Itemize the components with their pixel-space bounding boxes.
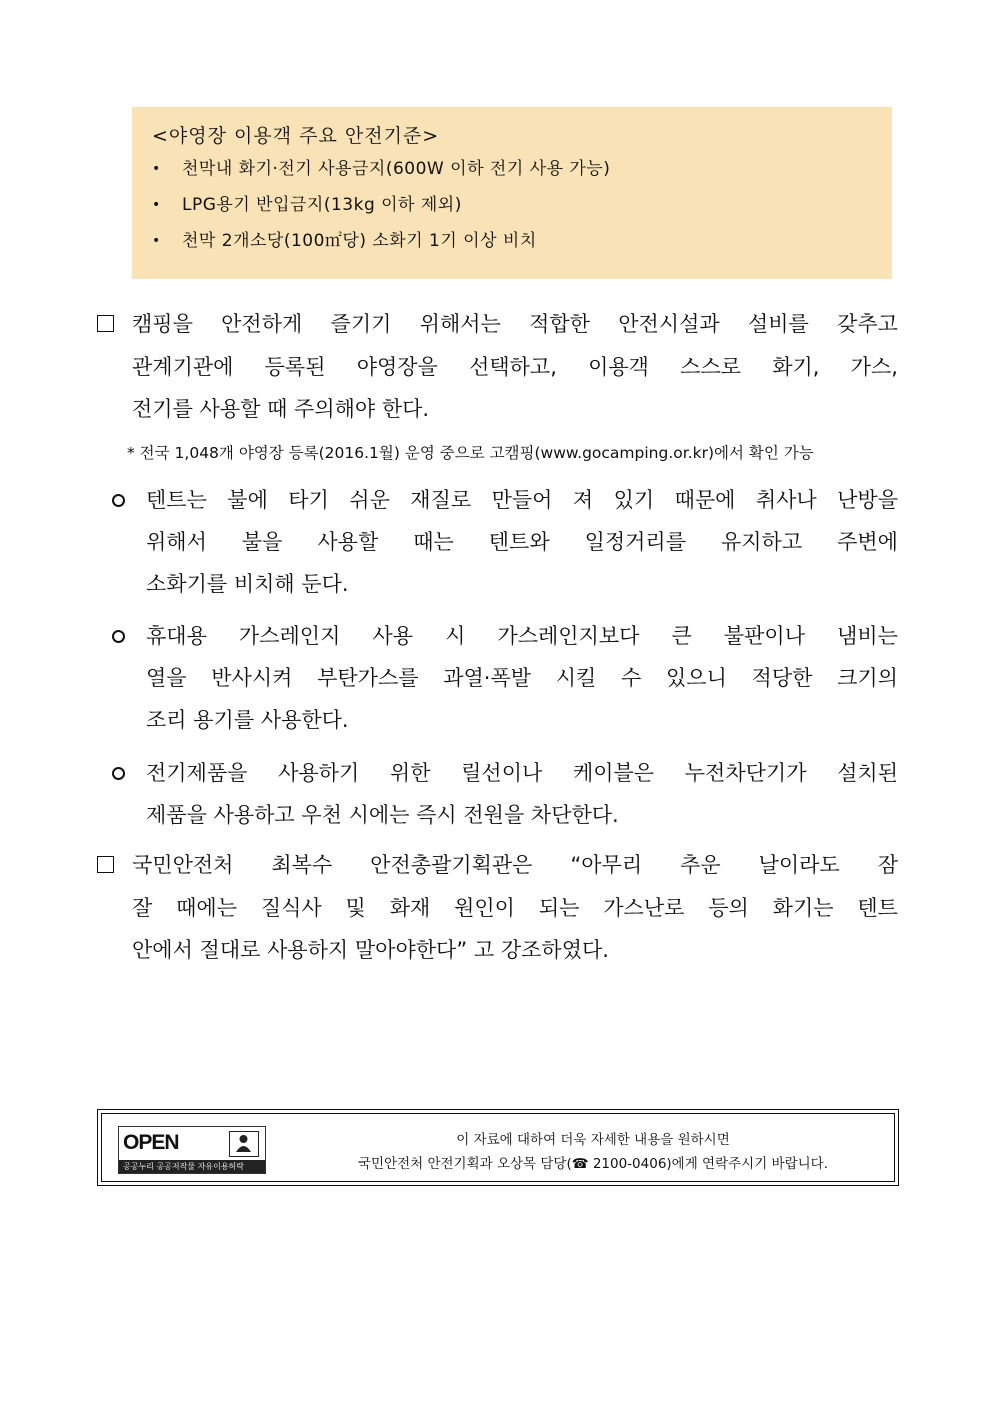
word: 수 <box>621 666 642 690</box>
word: 잠 <box>877 853 898 877</box>
logo-caption: 공공누리 공공저작물 자유이용허락 <box>119 1160 265 1173</box>
word: 갖추고 <box>837 312 898 336</box>
word: 야영장을 <box>356 355 438 379</box>
line-text <box>132 346 898 388</box>
open-license-logo <box>118 1126 266 1174</box>
paragraph-line <box>92 563 898 605</box>
word: 스스로 <box>680 355 742 379</box>
footer-contact-text <box>302 1128 884 1176</box>
paragraph-line <box>92 388 898 430</box>
bullet-icon: • <box>152 233 161 249</box>
safety-item-text: 천막 2개소당(100㎡당) 소화기 1기 이상 비치 <box>182 231 537 251</box>
paragraph-tent-fire <box>92 479 898 605</box>
paragraph-line <box>92 752 898 794</box>
word: 시 <box>445 624 466 648</box>
word: 원인이 <box>454 896 515 920</box>
word: 설비를 <box>747 312 809 336</box>
safety-item-text: LPG용기 반입금지(13kg 이하 제외) <box>182 195 462 215</box>
word: 전기제품을 <box>146 761 248 785</box>
line-text <box>132 303 898 346</box>
square-bullet-icon <box>97 315 114 332</box>
safety-box-title: <야영장 이용객 주요 안전기준> <box>152 125 440 147</box>
word: 때문에 <box>674 488 736 512</box>
square-bullet-icon <box>97 856 114 873</box>
paragraph-electric <box>92 752 898 836</box>
line-text <box>146 521 898 563</box>
circle-bullet-icon <box>112 630 125 643</box>
line-text <box>146 752 898 794</box>
line-text: 조리 용기를 사용한다. <box>146 708 349 732</box>
safety-item <box>152 151 892 187</box>
word: 취사나 <box>755 488 817 512</box>
line-text: 소화기를 비치해 둔다. <box>146 572 349 596</box>
circle-bullet-icon <box>112 767 125 780</box>
word: 져 <box>572 488 594 512</box>
paragraph-line <box>92 844 898 887</box>
attribution-person-icon <box>229 1131 259 1157</box>
footer-line: 이 자료에 대하여 더욱 자세한 내용을 원하시면 <box>456 1132 730 1148</box>
safety-item <box>152 223 892 259</box>
word: 화재 <box>389 896 431 920</box>
word: 부탄가스를 <box>317 666 419 690</box>
word: 텐트와 <box>488 530 550 554</box>
footnote: * 전국 1,048개 야영장 등록(2016.1월) 운영 중으로 고캠핑(www.gocamping.or.kr)에서 확인 가능 <box>127 444 814 462</box>
word: 사용하기 <box>278 761 360 785</box>
word: 위해서 <box>146 530 207 554</box>
paragraph-line <box>92 615 898 657</box>
word: 타기 <box>288 488 329 512</box>
word: 즐기기 <box>330 312 392 336</box>
word: 큰 <box>671 624 692 648</box>
paragraph-gas-range <box>92 615 898 741</box>
word: 화기, <box>772 355 820 379</box>
word: 휴대용 <box>146 624 207 648</box>
word: 사용할 <box>317 530 379 554</box>
word: 때는 <box>413 530 454 554</box>
word: 위해서는 <box>419 312 501 336</box>
line-text <box>146 615 898 657</box>
footer-line: 국민안전처 안전기획과 오상목 담당(☎ 2100-0406)에게 연락주시기 바랍니다. <box>357 1156 829 1172</box>
circle-bullet-icon <box>112 494 125 507</box>
word: 적당한 <box>751 666 813 690</box>
safety-item <box>152 187 892 223</box>
line-text: 안에서 절대로 사용하지 말아야한다” 고 강조하였다. <box>132 938 609 962</box>
word: 릴선이나 <box>461 761 543 785</box>
word: 유지하고 <box>720 530 803 554</box>
paragraph-line <box>92 929 898 971</box>
word: 냄비는 <box>837 624 898 648</box>
word: 선택하고, <box>469 355 557 379</box>
word: 가스레인지보다 <box>497 624 640 648</box>
paragraph-line <box>92 657 898 699</box>
word: 누전차단기가 <box>684 761 807 785</box>
word: 위한 <box>389 761 431 785</box>
word: 되는 <box>538 896 580 920</box>
word: 질식사 <box>260 896 322 920</box>
paragraph-camping-safety <box>92 303 898 430</box>
paragraph-line <box>92 346 898 388</box>
word: 있기 <box>613 488 655 512</box>
word: 캠핑을 <box>132 312 193 336</box>
word: 난방을 <box>837 488 898 512</box>
word: 잘 <box>132 896 153 920</box>
word: 시킬 <box>555 666 597 690</box>
word: 안전총괄기획관은 <box>370 853 533 877</box>
word: 불판이나 <box>723 624 806 648</box>
word: 케이블은 <box>572 761 655 785</box>
bullet-icon: • <box>152 161 161 177</box>
line-text <box>146 479 898 521</box>
paragraph-official-quote <box>92 844 898 971</box>
line-text <box>132 844 898 887</box>
word: 관계기관에 <box>132 355 234 379</box>
paragraph-line <box>92 521 898 563</box>
word: 등의 <box>708 896 749 920</box>
line-text <box>132 887 898 929</box>
word: 이용객 <box>588 355 649 379</box>
word: 일정거리를 <box>584 530 687 554</box>
paragraph-line <box>92 699 898 741</box>
line-text <box>146 657 898 699</box>
word: 국민안전처 <box>132 853 234 877</box>
word: 날이라도 <box>758 853 840 877</box>
word: 재질로 <box>410 488 472 512</box>
word: 추운 <box>680 853 721 877</box>
word: 안전하게 <box>221 312 303 336</box>
word: 가스레인지 <box>238 624 341 648</box>
word: 안전시설과 <box>618 312 720 336</box>
word: 설치된 <box>837 761 898 785</box>
word: 불에 <box>227 488 268 512</box>
word: 텐트 <box>857 896 898 920</box>
line-text: 제품을 사용하고 우천 시에는 즉시 전원을 차단한다. <box>146 803 619 827</box>
paragraph-line <box>92 303 898 346</box>
word: 있으니 <box>666 666 727 690</box>
footer-inner-border <box>101 1113 895 1182</box>
word: 가스, <box>850 355 898 379</box>
word: 열을 <box>146 666 187 690</box>
word: 화기는 <box>772 896 834 920</box>
word: 적합한 <box>529 312 590 336</box>
word: 사용 <box>372 624 413 648</box>
open-logo-text: OPEN <box>123 1131 179 1154</box>
safety-standards-box <box>132 107 892 279</box>
paragraph-line <box>92 794 898 836</box>
word: 과열·폭발 <box>443 666 532 690</box>
paragraph-line <box>92 887 898 929</box>
word: 크기의 <box>837 666 898 690</box>
line-text: 전기를 사용할 때 주의해야 한다. <box>132 397 430 421</box>
word: 등록된 <box>264 355 326 379</box>
word: 가스난로 <box>603 896 685 920</box>
paragraph-line <box>92 479 898 521</box>
word: 주변에 <box>837 530 898 554</box>
word: 최복수 <box>271 853 333 877</box>
word: 쉬운 <box>349 488 390 512</box>
word: 반사시켜 <box>211 666 293 690</box>
word: 불을 <box>241 530 283 554</box>
word: 텐트는 <box>146 488 207 512</box>
word: 및 <box>345 896 366 920</box>
contact-footer <box>97 1109 899 1186</box>
safety-item-text: 천막내 화기·전기 사용금지(600W 이하 전기 사용 가능) <box>182 159 611 179</box>
word: 때에는 <box>176 896 237 920</box>
word: “아무리 <box>570 853 643 877</box>
word: 만들어 <box>491 488 553 512</box>
bullet-icon: • <box>152 197 161 213</box>
